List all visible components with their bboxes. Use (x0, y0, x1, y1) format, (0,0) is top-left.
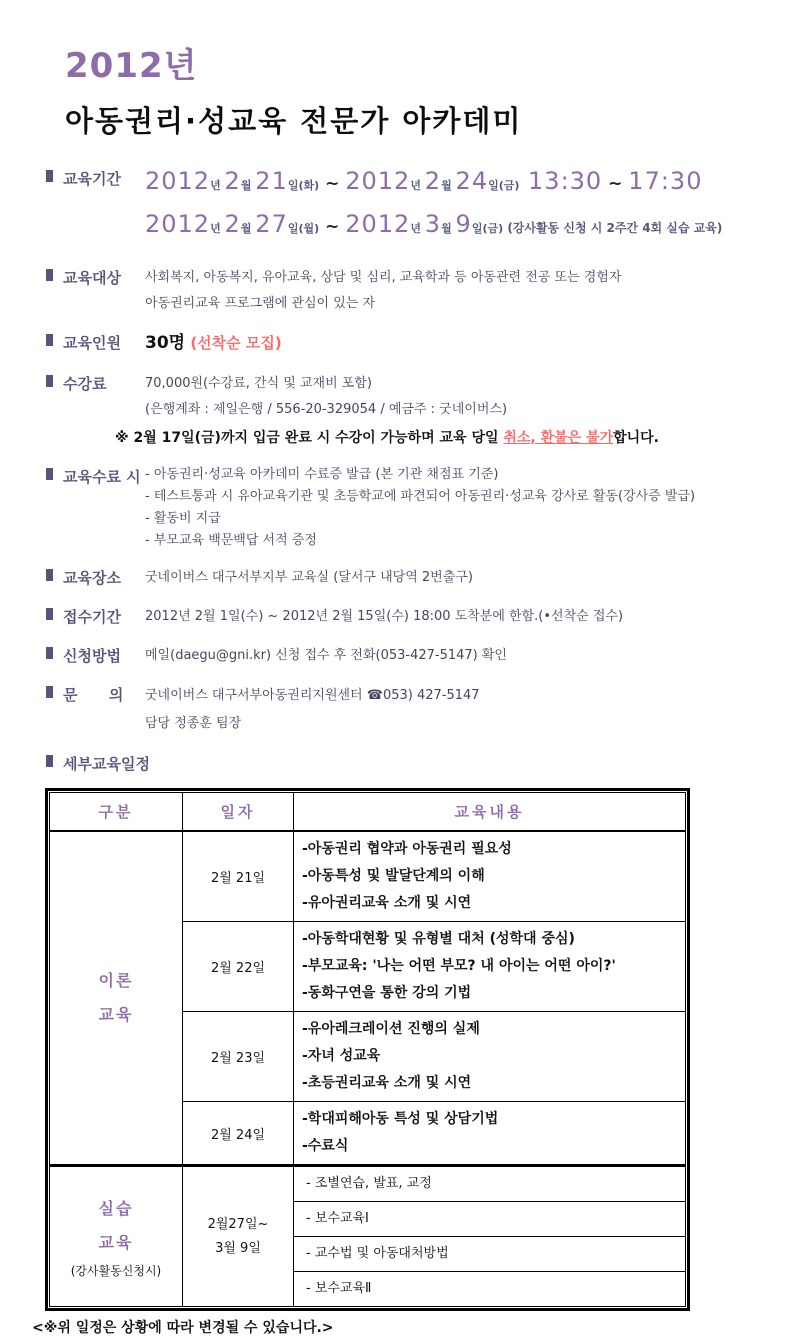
info-row-venue (0, 565, 794, 591)
content-item: -유아레크레이션 진행의 실제 (302, 1021, 480, 1037)
info-row-schedule-heading (0, 751, 794, 774)
period-seg: 월 (240, 222, 256, 235)
content-cell (294, 831, 686, 922)
venue-text: 굿네이버스 대구서부지부 교육실 (달서구 내당역 2번출구) (145, 570, 473, 585)
period-practice-note: (강사활동 신청 시 2주간 4회 실습 교육) (503, 221, 723, 235)
schedule-table-frame (45, 788, 690, 1311)
info-row-contact (0, 682, 794, 738)
bullet-square-icon (46, 468, 53, 480)
contact-phone-number: 053) 427-5147 (382, 688, 480, 703)
category-label: 교육 (98, 1005, 134, 1024)
fee-amount: 70,000원(수강료, 간식 및 교재비 포함) (145, 376, 372, 391)
theory-category-cell (50, 831, 183, 1166)
period-line-2 (145, 209, 723, 244)
content-item: -초등권리교육 소개 및 시연 (302, 1075, 472, 1091)
bullet-square-icon (46, 755, 53, 767)
content-cell (294, 1012, 686, 1102)
bullet-square-icon (46, 269, 53, 281)
bullet-square-icon (46, 647, 53, 659)
target-line-2: 아동권리교육 프로그램에 관심이 있는 자 (145, 296, 376, 311)
completion-item: - 아동권리·성교육 아카데미 수료증 발급 (본 기관 채점표 기준) (145, 467, 499, 482)
period-seg: 2 (424, 167, 442, 195)
content-cell (294, 922, 686, 1012)
year-title: 2012년 (65, 46, 198, 86)
period-seg: 9 (455, 210, 472, 238)
apply-method-label: 신청방법 (63, 647, 121, 665)
period-seg: ~ (319, 174, 346, 194)
info-row-apply-method (0, 643, 794, 669)
bullet-square-icon (46, 569, 53, 581)
category-label: 실습 (98, 1198, 134, 1218)
completion-item: - 활동비 지급 (145, 511, 221, 526)
contact-label: 문 의 (63, 686, 124, 704)
completion-item: - 테스트통과 시 유아교육기관 및 초등학교에 파견되어 아동권리·성교육 강사로 활동(강사증 발급) (145, 489, 696, 504)
contact-person: 담당 정종훈 팀장 (145, 716, 242, 731)
period-seg: 일(금) (471, 222, 504, 235)
fee-content (115, 371, 720, 451)
period-seg: 3 (424, 210, 442, 238)
capacity-note: (선착순 모집) (185, 334, 282, 352)
bullet-square-icon (46, 334, 53, 346)
header-date: 일자 (183, 793, 294, 832)
content-item: -아동특성 및 발달단계의 이해 (302, 868, 485, 884)
period-seg: 년 (410, 179, 425, 192)
practice-category-cell (50, 1166, 183, 1307)
target-label: 교육대상 (63, 269, 121, 287)
period-label: 교육기간 (63, 170, 121, 188)
footer-note: <※위 일정은 상황에 따라 변경될 수 있습니다.> (32, 1320, 334, 1336)
target-line-1: 사회복지, 아동복지, 유아교육, 상담 및 심리, 교육학과 등 아동관련 전공 또는 경험자 (145, 270, 622, 285)
schedule-heading-label: 세부교육일정 (63, 755, 150, 773)
completion-label: 교육수료 시 (63, 468, 141, 486)
content-item: -자녀 성교육 (302, 1048, 381, 1064)
date-cell (183, 1166, 294, 1307)
phone-icon: ☎ (366, 688, 383, 703)
period-seg: 년 (210, 179, 225, 192)
info-row-fee (0, 371, 794, 451)
apply-period-label: 접수기간 (63, 608, 121, 626)
period-line-1 (145, 166, 720, 201)
category-label: 교육 (98, 1232, 134, 1252)
capacity-content (145, 330, 720, 358)
content-item: -학대피해아동 특성 및 상담기법 (302, 1111, 499, 1127)
period-seg: 21 (255, 167, 288, 195)
contact-line-1 (145, 682, 720, 710)
venue-label: 교육장소 (63, 569, 121, 587)
period-seg: 2012 (145, 210, 211, 238)
content-cell: - 보수교육Ⅰ (294, 1202, 686, 1237)
date-cell: 2월 21일 (183, 831, 294, 922)
period-seg: 년 (210, 222, 225, 235)
info-row-period (0, 166, 794, 252)
period-seg: 월 (441, 179, 456, 192)
period-seg: 일(금) (488, 179, 520, 192)
period-seg: ~ (319, 217, 346, 237)
page-title: 아동권리·성교육 전문가 아카데미 (65, 104, 523, 138)
table-header-row (50, 793, 686, 832)
info-row-apply-period (0, 604, 794, 630)
fee-notice (115, 425, 720, 451)
period-seg: 월 (240, 179, 256, 192)
contact-center-name: 굿네이버스 대구서부아동권리지원센터 (145, 688, 367, 703)
header-content: 교육내용 (294, 793, 686, 832)
date-cell: 2월 24일 (183, 1102, 294, 1166)
table-row (50, 1166, 686, 1202)
completion-content (145, 464, 720, 552)
period-seg: 27 (255, 210, 288, 238)
category-note: (강사활동신청시) (70, 1263, 162, 1278)
table-row (50, 831, 686, 922)
fee-label: 수강료 (63, 375, 107, 393)
target-content (145, 265, 720, 317)
fee-notice-suffix: 합니다. (613, 430, 659, 446)
bullet-square-icon (46, 170, 53, 182)
capacity-count: 30명 (145, 333, 186, 353)
completion-item: - 부모교육 백문백답 서적 증정 (145, 533, 317, 548)
period-seg: 2012 (145, 167, 211, 195)
info-row-capacity (0, 330, 794, 358)
date-cell: 2월 22일 (183, 922, 294, 1012)
content-item: -아동학대현황 및 유형별 대처 (성학대 중심) (302, 931, 575, 947)
bullet-square-icon (46, 375, 53, 387)
capacity-label: 교육인원 (63, 334, 121, 352)
period-seg: 년 (410, 222, 425, 235)
header-category: 구분 (50, 793, 183, 832)
info-row-completion (0, 464, 794, 552)
content-cell (294, 1102, 686, 1166)
period-time-tilde: ~ (602, 174, 629, 194)
bullet-square-icon (46, 686, 53, 698)
apply-method-text: 메일(daegu@gni.kr) 신청 접수 후 전화(053-427-5147) 확인 (145, 648, 507, 663)
date-cell: 2월 23일 (183, 1012, 294, 1102)
period-seg: 2 (224, 210, 241, 238)
content-cell: - 조별연습, 발표, 교정 (294, 1166, 686, 1202)
content-item: -부모교육: '나는 어떤 부모? 내 아이는 어떤 아이?' (302, 958, 616, 974)
content-cell: - 보수교육Ⅱ (294, 1272, 686, 1307)
period-seg: 일(화) (287, 179, 320, 192)
apply-period-text: 2012년 2월 1일(수) ~ 2012년 2월 15일(수) 18:00 도착분에 한함.(•선착순 접수) (145, 609, 624, 624)
category-label: 이론 (98, 971, 134, 990)
period-seg: 월 (441, 222, 456, 235)
period-seg: 24 (455, 167, 489, 195)
period-content (145, 166, 723, 252)
bullet-square-icon (46, 608, 53, 620)
content-item: -유아권리교육 소개 및 시연 (302, 895, 472, 911)
fee-notice-warning: 취소, 환불은 불가 (503, 430, 614, 446)
content-cell: - 교수법 및 아동대처방법 (294, 1237, 686, 1272)
content-item: -수료식 (302, 1138, 349, 1154)
period-seg: 일(월) (287, 222, 320, 235)
period-time-start: 13:30 (519, 167, 603, 195)
content-item: -동화구연을 통한 강의 기법 (302, 985, 472, 1001)
info-row-target (0, 265, 794, 317)
period-seg: 2 (224, 167, 241, 195)
date-line: 2월27일~ (207, 1216, 269, 1232)
content-item: -아동권리 협약과 아동권리 필요성 (302, 841, 512, 857)
fee-notice-prefix: ※ 2월 17일(금)까지 입금 완료 시 수강이 가능하며 교육 당일 (115, 430, 504, 446)
period-time-end: 17:30 (628, 167, 703, 195)
schedule-table (49, 792, 686, 1307)
period-seg: 2012 (345, 167, 411, 195)
contact-content (145, 682, 720, 738)
period-seg: 2012 (345, 210, 411, 238)
date-line: 3월 9일 (215, 1240, 261, 1256)
info-area (0, 166, 794, 774)
fee-bank-account: (은행계좌 : 제일은행 / 556-20-329054 / 예금주 : 굿네이버스) (145, 402, 508, 417)
